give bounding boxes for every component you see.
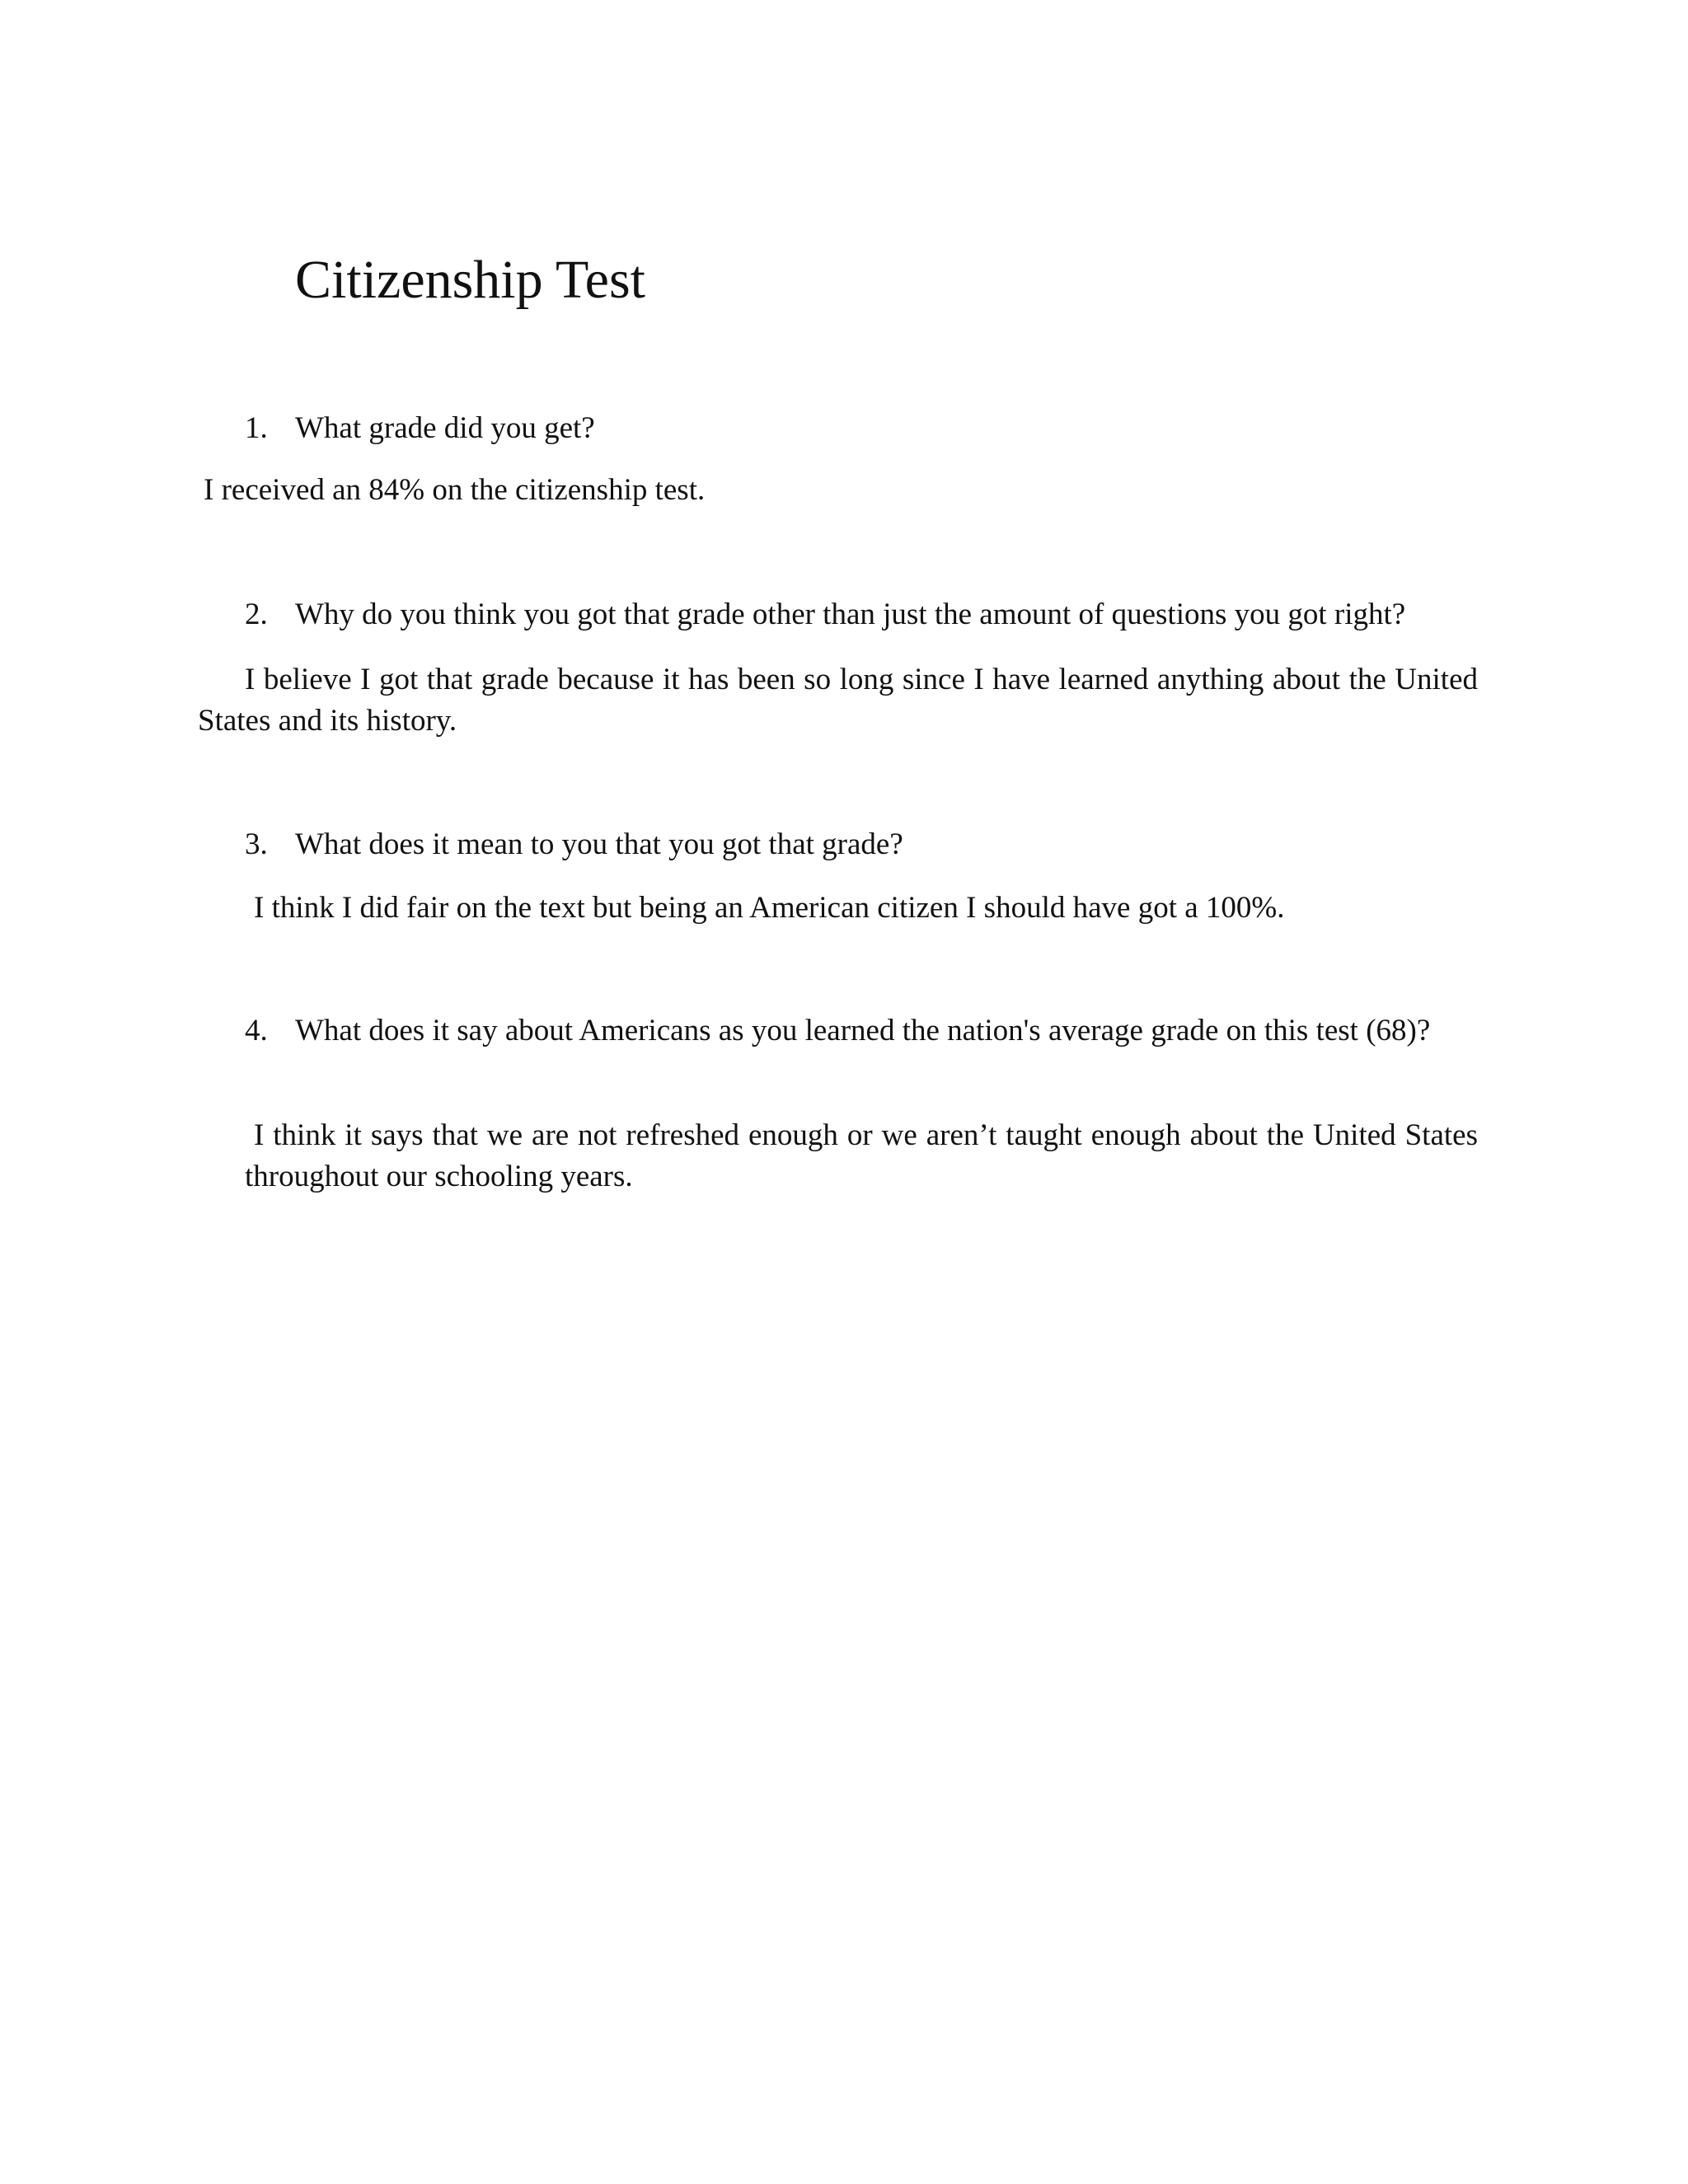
question-2	[245, 594, 1405, 635]
question-3	[245, 824, 903, 865]
question-number: 2.	[245, 598, 268, 631]
answer-2: I believe I got that grade because it has been so long since I have learned anything about the United States and its history.	[198, 663, 1478, 738]
question-1	[245, 408, 595, 449]
answer-4: I think it says that we are not refreshed enough or we aren’t taught enough about the United States throughout our schooling years.	[245, 1118, 1478, 1193]
answer-1: I received an 84% on the citizenship test.	[204, 473, 706, 507]
question-text: What grade did you get?	[295, 411, 595, 445]
answer-3: I think I did fair on the text but being an American citizen I should have got a 100%.	[254, 891, 1285, 925]
question-number: 1.	[245, 411, 268, 445]
question-text: Why do you think you got that grade other than just the amount of questions you got right?	[295, 598, 1406, 631]
question-4	[245, 1010, 1478, 1052]
question-text: What does it mean to you that you got that grade?	[295, 827, 903, 861]
question-number: 4.	[245, 1014, 268, 1047]
question-number: 3.	[245, 827, 268, 861]
document-title: Citizenship Test	[295, 250, 645, 310]
question-text: What does it say about Americans as you learned the nation's average grade on this test (68)?	[295, 1014, 1431, 1047]
